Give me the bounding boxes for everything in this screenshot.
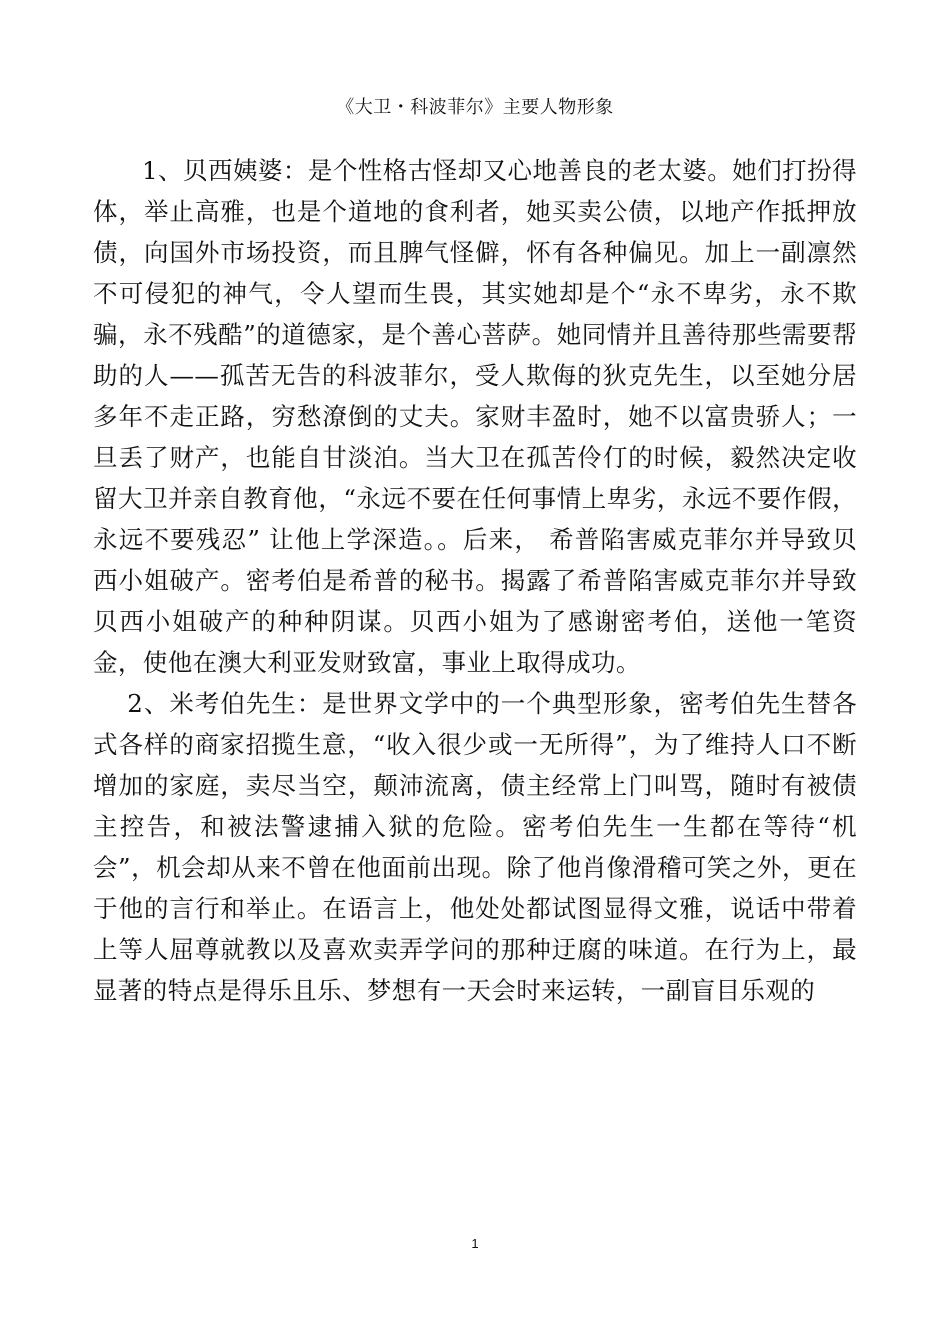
paragraph-aunt-betsey: 1、贝西姨婆：是个性格古怪却又心地善良的老太婆。她们打扮得体，举止高雅，也是个道地的食利者，她买卖公债，以地产作抵押放债，向国外市场投资，而且脾气怪僻，怀有各种偏见。加上一副凛然不可侵犯的神气，令人望而生畏，其实她却是个“永不卑劣，永不欺骗，永不残酷”的道德家，是个善心菩萨。她同情并且善待那些需要帮助的人——孤苦无告的科波菲尔，受人欺侮的狄克先生，以至她分居多年不走正路，穷愁潦倒的丈夫。家财丰盈时，她不以富贵骄人；一旦丢了财产，也能自甘淡泊。当大卫在孤苦伶仃的时候，毅然决定收留大卫并亲自教育他，“永远不要在任何事情上卑劣，永远不要作假，永远不要残忍” 让他上学深造。。后来， 希普陷害威克菲尔并导致贝西小姐破产。密考伯是希普的秘书。揭露了希普陷害威克菲尔并导致贝西小姐破产的种种阴谋。贝西小姐为了感谢密考伯，送他一笔资金，使他在澳大利亚发财致富，事业上取得成功。 <box>93 156 857 677</box>
page-number: 1 <box>471 1236 479 1251</box>
paragraph-mr-micawber: 2、米考伯先生：是世界文学中的一个典型形象，密考伯先生替各式各样的商家招揽生意，“收入很少或一无所得”，为了维持人口不断增加的家庭，卖尽当空，颠沛流离，债主经常上门叫骂，随时有被债主控告，和被法警逮捕入狱的危险。密考伯先生一生都在等待“机会”，机会却从来不曾在他面前出现。除了他肖像滑稽可笑之外，更在于他的言行和举止。在语言上，他处处都试图显得文雅，说话中带着上等人屈尊就教以及喜欢卖弄学问的那种迂腐的味道。在行为上，最显著的特点是得乐且乐、梦想有一天会时来运转，一副盲目乐观的 <box>93 689 857 1005</box>
document-title: 《大卫・科波菲尔》主要人物形象 <box>336 97 614 118</box>
document-body <box>93 150 857 1011</box>
